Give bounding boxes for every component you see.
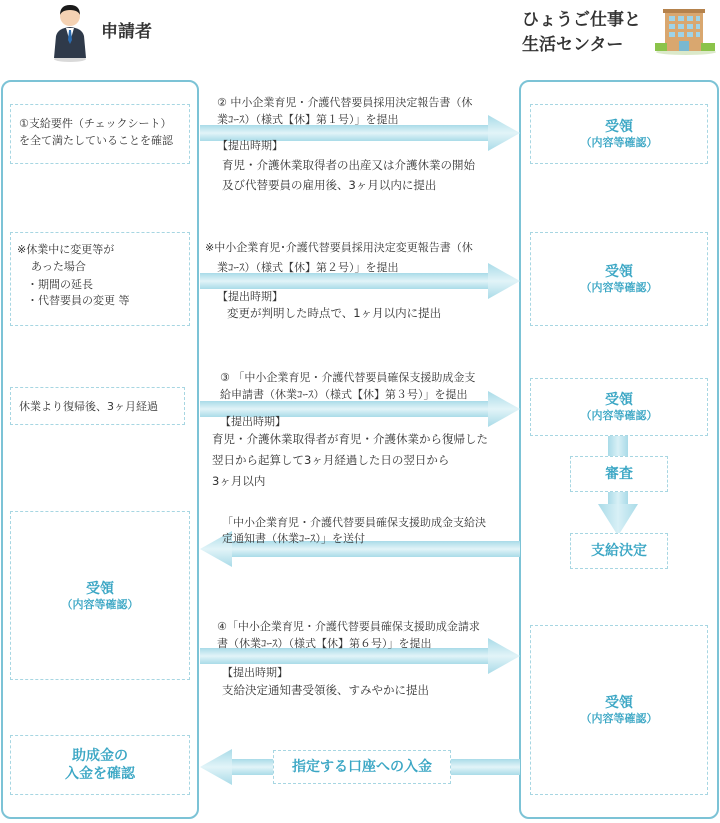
change-title-line2: あった場合 bbox=[31, 260, 86, 273]
step2-period-line1: 育児・介護休業取得者の出産又は介護休業の開始 bbox=[222, 158, 475, 172]
stepx-period-label: 【提出時期】 bbox=[217, 290, 283, 303]
stepx-period-line1: 変更が判明した時点で、1ヶ月以内に提出 bbox=[227, 306, 442, 320]
step3-period-line2: 翌日から起算して3ヶ月経過した日の翌日から bbox=[212, 453, 450, 467]
deposit-confirm-line2: 入金を確認 bbox=[65, 766, 135, 782]
applicant-title: 申請者 bbox=[101, 22, 152, 42]
building-icon bbox=[655, 5, 717, 55]
received-main-4: 受領 bbox=[605, 695, 633, 711]
applicant-lane bbox=[1, 80, 199, 819]
right-received-box-2 bbox=[530, 232, 708, 326]
requirements-text: ①支給要件（チェックシート）を全て満たしていることを確認 bbox=[19, 117, 173, 147]
right-received-box-3 bbox=[530, 378, 708, 436]
notice-line1: 「中小企業育児・介護代替要員確保支援助成金支給決 bbox=[222, 516, 486, 529]
left-box-change bbox=[10, 232, 190, 326]
deposit-confirm-line1: 助成金の bbox=[72, 748, 128, 764]
left-box-requirements bbox=[10, 104, 190, 164]
right-received-box-1 bbox=[530, 104, 708, 164]
received-main-1: 受領 bbox=[605, 119, 633, 135]
step4-period-line1: 支給決定通知書受領後、すみやかに提出 bbox=[222, 683, 429, 697]
step2-line1: ② 中小企業育児・介護代替要員採用決定報告書（休 bbox=[217, 96, 473, 109]
stepx-line2: 業ｺｰｽ）（様式【休】第２号）」を提出 bbox=[217, 261, 399, 274]
right-received-box-4 bbox=[530, 625, 708, 795]
notice-line2: 定通知書（休業ｺｰｽ）」を送付 bbox=[222, 532, 365, 545]
left-received-box bbox=[10, 511, 190, 680]
step2-line2: 業ｺｰｽ）（様式【休】第１号）」を提出 bbox=[217, 113, 399, 126]
step2-period-line2: 及び代替要員の雇用後、3ヶ月以内に提出 bbox=[222, 178, 437, 192]
change-item-substitute: ・代替要員の変更 等 bbox=[27, 294, 130, 307]
received-sub-3: （内容等確認） bbox=[580, 409, 658, 422]
review-box: 審査 bbox=[570, 456, 668, 492]
change-title-line1: ※休業中に変更等が bbox=[17, 243, 115, 256]
return-text: 休業より復帰後、3ヶ月経過 bbox=[19, 400, 158, 413]
left-box-return bbox=[10, 387, 185, 425]
received-main-3: 受領 bbox=[605, 392, 633, 408]
center-title-line2: 生活センター bbox=[522, 35, 624, 55]
step4-line1: ④「中小企業育児・介護代替要員確保支援助成金請求 bbox=[217, 620, 480, 633]
center-title-line1: ひょうご仕事と bbox=[522, 10, 641, 30]
left-received-sub: （内容等確認） bbox=[61, 597, 139, 611]
deposit-label: 指定する口座への入金 bbox=[273, 750, 451, 784]
stepx-line1: ※中小企業育児･介護代替要員採用決定変更報告書（休 bbox=[205, 241, 473, 254]
left-received-main: 受領 bbox=[86, 580, 114, 597]
received-sub-2: （内容等確認） bbox=[580, 281, 658, 294]
received-main-2: 受領 bbox=[605, 264, 633, 280]
step4-line2: 書（休業ｺｰｽ）（様式【休】第６号）」を提出 bbox=[217, 637, 432, 650]
decision-box: 支給決定 bbox=[570, 533, 668, 569]
received-sub-4: （内容等確認） bbox=[580, 712, 658, 725]
step3-period-label: 【提出時期】 bbox=[220, 415, 286, 428]
step2-period-label: 【提出時期】 bbox=[217, 139, 283, 152]
step3-period-line3: 3ヶ月以内 bbox=[212, 474, 266, 488]
step3-line1: ③ 「中小企業育児・介護代替要員確保支援助成金支 bbox=[220, 371, 476, 384]
left-deposit-confirm-box bbox=[10, 735, 190, 795]
received-sub-1: （内容等確認） bbox=[580, 136, 658, 149]
step4-period-label: 【提出時期】 bbox=[222, 666, 288, 679]
step3-line2: 給申請書（休業ｺｰｽ）（様式【休】第３号）」を提出 bbox=[220, 388, 468, 401]
step3-period-line1: 育児・介護休業取得者が育児・介護休業から復帰した bbox=[212, 432, 488, 446]
applicant-avatar-icon bbox=[50, 2, 90, 62]
change-item-extension: ・期間の延長 bbox=[27, 278, 93, 291]
